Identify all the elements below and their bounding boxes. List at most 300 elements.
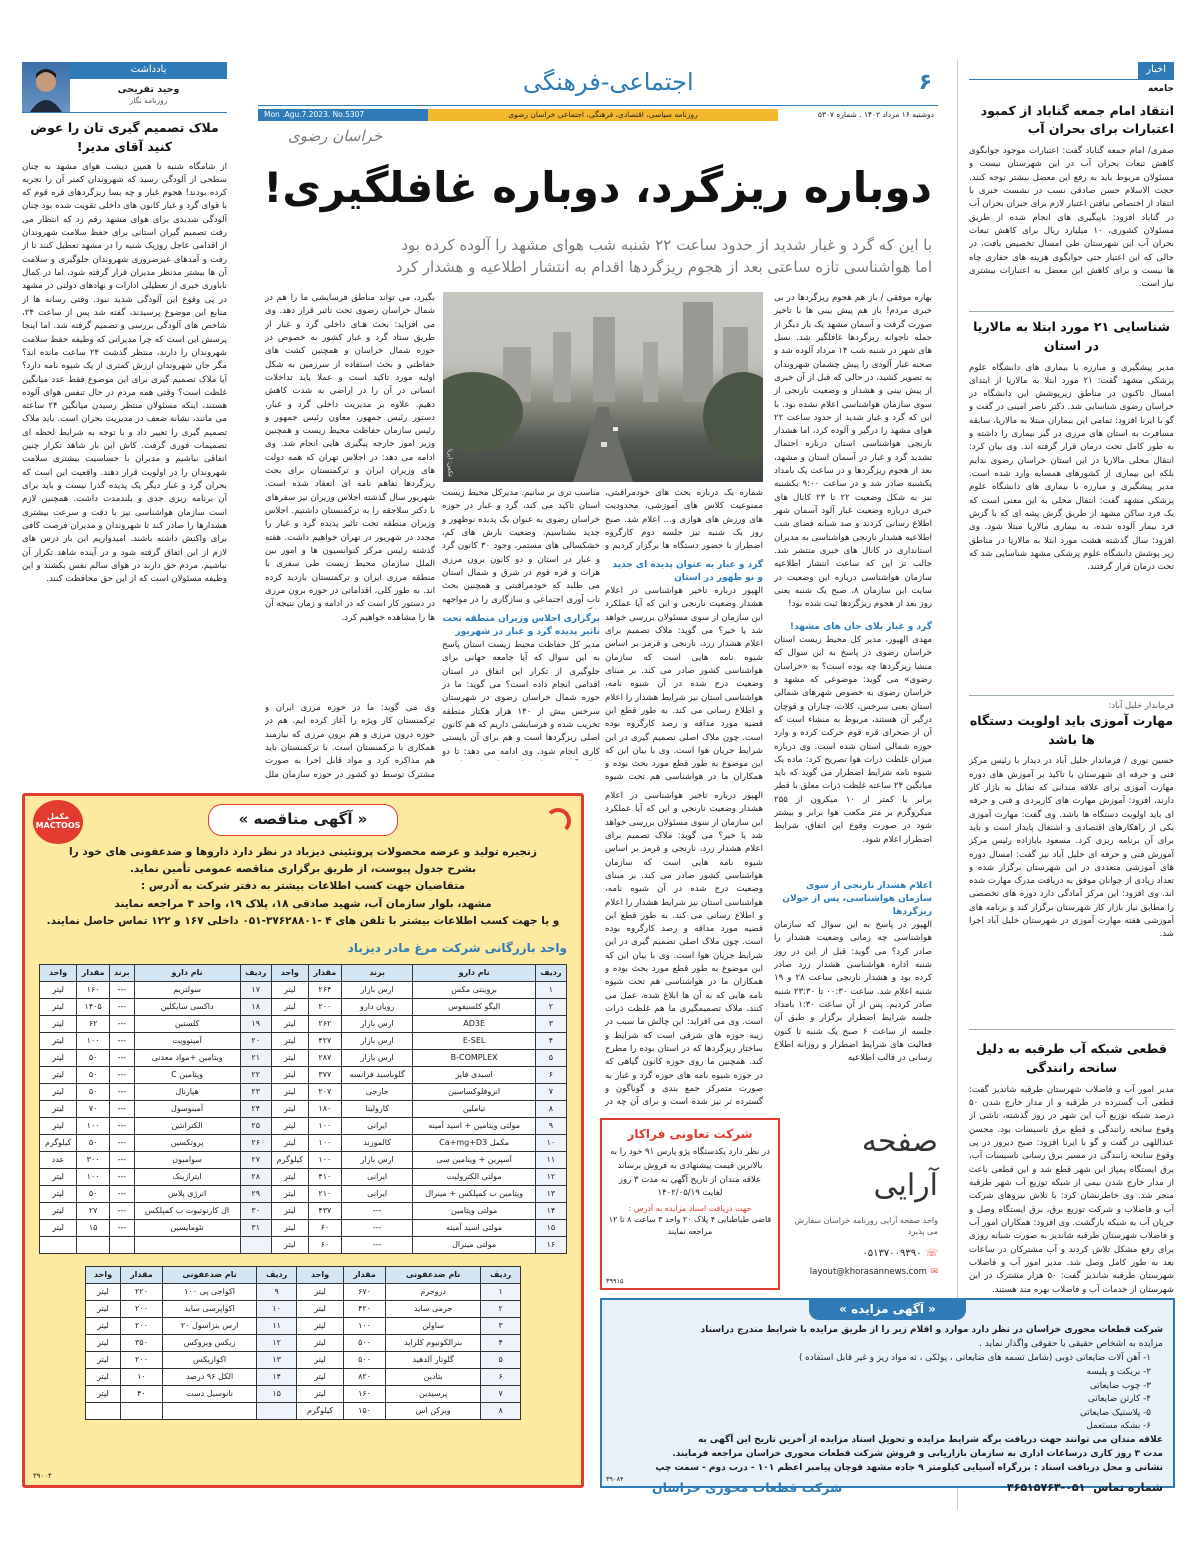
news2-title[interactable]: شناسایی ۲۱ مورد ابتلا به مالاریا در استان <box>973 319 1170 353</box>
medicine-table-cell: ۳۰ <box>240 1202 271 1219</box>
medicine-table-cell: ۱۰۰ <box>77 1032 110 1049</box>
news3-body: حسین نوری / فرماندار خلیل آباد در دیدار با رئیس مرکز فنی و حرفه ای شهرستان با تاکید بر آموزش های دوره مهارت آموزی برای علاقه مندانی که تمایل به بازار کار دارند، افزود: آموزش مهارت های کاربردی و فنی و حرفه ای باید اولویت دستگاه ها باشد. وی گفت: مهارت آموزی یکی از راهکارهای اقتصادی و اشتغال پایدار است و باید برای آن برنامه ریزی کرد. مسعود بابازاده رئیس مرکز آموزش فنی و حرفه ای خلیل آباد نیز گفت: امسال دوره های آموزشی متعددی در این شهرستان برگزار شده و تعداد زیادی از جوانان موفق به دریافت مدرک مهارت شده اند. وی افزود: این مرکز آمادگی دارد دوره های تخصصی را مطابق نیاز بازار کار شهرستان برگزار کند و برنامه های آموزشی هفته مهارت آموزی در شهرستان خلیل آباد اجرا شد. <box>969 756 1174 940</box>
medicine-table-cell: ۱۰ <box>535 1134 566 1151</box>
disinfectant-table-cell: لیتر <box>86 1334 121 1351</box>
medicine-table-cell: لیتر <box>271 998 308 1015</box>
medicine-table-cell: ۱۰۰ <box>77 1168 110 1185</box>
medicine-table-cell: ۷ <box>535 1083 566 1100</box>
medicine-table-cell: ویتامین +مواد معدنی <box>134 1049 240 1066</box>
disinfectant-table-cell: لیتر <box>86 1300 121 1317</box>
medicine-table-header: واحد <box>271 964 308 981</box>
disinfectant-table-cell: زیکس ویروکس <box>162 1334 256 1351</box>
medicine-table-header: واحد <box>40 964 77 981</box>
disinfectant-table <box>85 1266 521 1420</box>
disinfectant-table-cell: اکواپرسی ساید <box>162 1300 256 1317</box>
medicine-table-cell <box>110 1236 135 1253</box>
medicine-table-cell: ۹ <box>535 1117 566 1134</box>
medicine-table-cell: ۴۲۷ <box>308 1032 341 1049</box>
story-col-2 <box>605 487 763 787</box>
story-col2-text: شماره یک درباره بحث های خودمراقبتی، ممنوعیت کلاس های آموزشی، محدودیت های ورزش های هوازی و... اعلام شد. صبح روز یک شنبه نیز جلسه دوم کارگروه اضطرار با حضور دستگاه ها برگزار کردیم و <box>605 488 763 552</box>
medicine-table-cell: ۳ <box>535 1015 566 1032</box>
medicine-table-cell: رویان دارو <box>341 998 413 1015</box>
tender-ad <box>22 793 584 1488</box>
medicine-table-cell: ویتامین ب کمپلکس + مینرال <box>413 1185 535 1202</box>
medicine-table-cell: ۱۷ <box>240 981 271 998</box>
disinfectant-table-cell: ۷ <box>481 1385 521 1402</box>
medicine-table-cell: --- <box>341 1219 413 1236</box>
medicine-table-cell: تیاملین <box>413 1100 535 1117</box>
lead-line-2: اما هواشناسی تازه ساعتی بعد از هجوم ریزگردها اقدام به انتشار اطلاعیه و هشدار کرد <box>395 257 932 276</box>
medicine-table-cell: لیتر <box>271 1219 308 1236</box>
auction-ad <box>600 1298 1175 1495</box>
disinfectant-table-header: ردیف <box>481 1266 521 1283</box>
disinfectant-table-cell: ۵۰۰ <box>344 1334 386 1351</box>
medicine-table-row <box>40 1049 567 1066</box>
medicine-table-cell: ۲ <box>535 998 566 1015</box>
medicine-table-cell: لیتر <box>40 1185 77 1202</box>
story-col1c-text: الهپور در پاسخ به این سوال که سازمان هواشناسی چه زمانی وضعیت هشدار را صادر کرد؟ می گوید: قبل از این در روز شنبه اداره هواشناسی هشدار زرد صادر کرده بود و هشدار نارنجی ساعت ۲۸ و ۱۹ شنبه اعلام شد. ساعت ۰۰:۳۰ تا ۲۳:۳۰ شنبه صادر کردیم. پس از آن ساعت ۱:۳۰ بامداد جلسه شرایط اضطرار برگزار و طبق آن جلسه از ساعت ۶ صبح یک شنبه تا کنون فعالیت های شرایط اضطرار و روزانه اطلاع رسانی در قالب اطلاعیه <box>774 920 932 1064</box>
disinfectant-table-cell: ۱۵ <box>257 1385 297 1402</box>
medicine-table-cell: ۶۰ <box>308 1236 341 1253</box>
disinfectant-table-row <box>86 1402 521 1419</box>
medicine-table-cell <box>240 1236 271 1253</box>
editorial-column <box>22 62 227 777</box>
disinfectant-table-cell: ۱۰۰ <box>344 1317 386 1334</box>
story-col-1 <box>774 292 932 845</box>
medicine-table-cell: پروتکسین <box>134 1134 240 1151</box>
disinfectant-table-row <box>86 1334 521 1351</box>
medicine-table-cell: لیتر <box>271 981 308 998</box>
medicine-table-cell: لیتر <box>271 1049 308 1066</box>
medicine-table-cell: لیتر <box>271 1100 308 1117</box>
news-tag: اخبار <box>1138 62 1174 79</box>
medicine-table-cell: ۶۲ <box>77 1015 110 1032</box>
medicine-table-cell: ۱۰۰ <box>308 1151 341 1168</box>
disinfectant-table-cell: ۴۲۰ <box>344 1300 386 1317</box>
auction-footer-2: مدت ۳ روز کاری درساعات اداری به سازمان بازاریابی و فروش شرکت قطعات محوری خراسان مراجعه فرمایند. <box>672 1448 1163 1459</box>
medicine-table-cell: لیتر <box>40 998 77 1015</box>
disinfectant-table-cell: ۱۱ <box>257 1317 297 1334</box>
medicine-table-cell: کلستین <box>134 1015 240 1032</box>
medicine-table-cell: مولتی الکترولیت <box>413 1168 535 1185</box>
medicine-table-cell: بروینتی مکس <box>413 981 535 998</box>
medicine-table-header: نام دارو <box>134 964 240 981</box>
issue-date-en: Mon .Agu.7.2023. No.5307 <box>258 109 428 122</box>
medicine-table-cell: --- <box>110 1100 135 1117</box>
medicine-table-cell: خارجی <box>341 1083 413 1100</box>
medicine-table-cell: ارس بازار <box>341 981 413 998</box>
medicine-table-row <box>40 1134 567 1151</box>
medicine-table-cell: ۳۷۷ <box>308 1066 341 1083</box>
auction-code: ۳۹۰۸۴ <box>606 1474 624 1483</box>
medicine-table-cell: اسیدی فایر <box>413 1066 535 1083</box>
page-header <box>258 60 938 155</box>
medicine-table-row <box>40 998 567 1015</box>
medicine-table-cell: آمینوسول <box>134 1100 240 1117</box>
story-col-2-lower <box>605 790 763 1110</box>
medicine-table-cell: ۲۶۴ <box>308 981 341 998</box>
medicine-table-cell: آمینوویت <box>134 1032 240 1049</box>
medicine-table-row <box>40 1066 567 1083</box>
medicine-table-cell: --- <box>110 1202 135 1219</box>
medicine-table-cell: ۱ <box>535 981 566 998</box>
story-col-4 <box>265 292 435 787</box>
disinfectant-table-cell: ۴۰ <box>120 1385 162 1402</box>
disinfectant-table-cell: ۸ <box>481 1402 521 1419</box>
disinfectant-table-cell: ۸۲۰ <box>344 1368 386 1385</box>
medicine-table-cell: ۷۰ <box>77 1100 110 1117</box>
tender-code: ۳۹۰۰۴ <box>33 1471 52 1480</box>
disinfectant-table-cell: ۲۰۰ <box>120 1317 162 1334</box>
medicine-table-header: مقدار <box>77 964 110 981</box>
medicine-table-cell: ۵۰ <box>77 1185 110 1202</box>
disinfectant-table-cell: ۳ <box>481 1317 521 1334</box>
medicine-table-cell: E-SEL <box>413 1032 535 1049</box>
disinfectant-table-cell: لیتر <box>86 1283 121 1300</box>
medicine-table-cell: ۲۰۰ <box>308 998 341 1015</box>
auction-intro-2: مزایده به اشخاص حقیقی یا حقوقی واگذار نماید . <box>979 1339 1163 1350</box>
disinfectant-table-cell: لیتر <box>296 1300 343 1317</box>
medicine-table-cell: ۱۲ <box>535 1168 566 1185</box>
disinfectant-table-cell: ۲ <box>481 1300 521 1317</box>
news4-body: مدیر امور آب و فاضلاب شهرستان طرقبه شاندیز گفت: قطعی آب گسترده در طرقبه و از مدار خارج شدن ۵۰ درصد شبکه توزیع آب این شهر در روز گذشته، ناشی از وقوع سانحه رانندگی و قطع برق تاسیسات بود. محسن عبداللهی در گفت و گو با ایرنا افزود: صبح دیروز در پی وقوع سانحه رانندگی در مسیر برق رسانی تاسیسات آب، برق ایستگاه پمپاژ این شهر قطع شد و این قطعی باعث از مدار خارج شدن نیمی از شبکه توزیع آب شهر طرقبه منجر شد. وی خاطرنشان کرد: با تلاش نیروهای شرکت آب و فاضلاب و شرکت توزیع برق، برق ایستگاه وصل و جریان آب به شبکه بازگشت. وی افزود: همکاران امور آب و فاضلاب شهرستان طرقبه شاندیز به صورت شبانه روزی برای رفع مشکل تلاش کردند و آب مشترکان در ساعات بعد به طور کامل وصل شد. مدیر امور آب و فاضلاب شهرستان طرقبه شاندیز گفت: ۵۰ هزار مشترک در این شهرستان از خدمات آب و فاضلاب بهره مند هستند. <box>969 1084 1174 1295</box>
disinfectant-table-cell: ۶ <box>481 1368 521 1385</box>
medicine-table-cell: لیتر <box>271 1134 308 1151</box>
layout-ad <box>790 1120 938 1285</box>
main-headline[interactable]: دوباره ریزگرد، دوباره غافلگیری! <box>263 163 932 212</box>
disinfectant-table-header: واحد <box>86 1266 121 1283</box>
medicine-table-cell: ۵۰ <box>77 1066 110 1083</box>
news1-body: صفری/ امام جمعه گناباد گفت: اعتبارات موجود جوابگوی کاهش تبعات بحران آب در این شهرستان نیست و مسئولان مربوط باید به رفع این معضل بیشتر توجه کنند. حجت الاسلام حسن صادقی نسب در نشست خبری با انتقاد از اختصاص نیافتن اعتبار لازم برای جبران بحران آب در گناباد افزود: باپیگیری های انجام شده از طریق مسئولان کشوری، ۱۰ میلیارد ریال برای کاهش تبعات بحران آب این شهرستان طی امسال تخصیص یافت، در حالی که این اعتبار حتی جوابگوی هزینه های حفاری چاه ها نیست و برای کاهش این معضل به اعتبارات بیشتری نیاز است. <box>969 146 1174 290</box>
auction-item: ۴- کارتن ضایعاتی <box>1087 1394 1151 1405</box>
medicine-table-cell: لیتر <box>271 1066 308 1083</box>
medicine-table-cell: انرژی پلاس <box>134 1185 240 1202</box>
medicine-table-cell: لیتر <box>271 1236 308 1253</box>
tender-line-4: مشهد، بلوار سازمان آب، شهید صادقی ۱۸، پلاک ۱۹، واحد ۳ مراجعه نمایند <box>114 897 492 910</box>
medicine-table-cell: گلوباسید فرانسه <box>341 1066 413 1083</box>
story-subhead-1: گرد و غبار بلای جان های مشهد! <box>789 622 932 632</box>
tender-line-5: و یا جهت کسب اطلاعات بیشتر با تلفن های ۴ -۳۷۶۲۸۸۰۱-۰۵۱ داخلی ۱۶۷ و ۱۲۲ تماس حاصل نمایند. <box>46 915 560 927</box>
main-lead <box>262 235 932 279</box>
medicine-table-cell: کالموزند <box>341 1134 413 1151</box>
coop-title: شرکت تعاونی فراکار <box>627 1127 753 1141</box>
medicine-table-cell: ۴۳۷ <box>308 1202 341 1219</box>
disinfectant-table-cell: الکل ۹۶ درصد <box>162 1368 256 1385</box>
editorial-title[interactable]: ملاک تصمیم گیری تان را عوض کنید آقای مدیر! <box>30 120 219 154</box>
auction-item: ۶- بشکه مستعمل <box>1086 1421 1151 1432</box>
medicine-table-cell: --- <box>110 1117 135 1134</box>
disinfectant-table-cell: کیلوگرم <box>296 1402 343 1419</box>
medicine-table-cell: ارس بازار <box>341 1032 413 1049</box>
medicine-table-cell: آسپرین + ویتامین سی <box>413 1151 535 1168</box>
medicine-table-cell: ۶۰ <box>308 1219 341 1236</box>
disinfectant-table-header: واحد <box>296 1266 343 1283</box>
medicine-table-cell: لیتر <box>271 1015 308 1032</box>
medicine-table-cell: لیتر <box>271 1168 308 1185</box>
disinfectant-table-cell: لیتر <box>296 1351 343 1368</box>
medicine-table-cell: ۲۶ <box>240 1134 271 1151</box>
medicine-table-cell: لیتر <box>271 1202 308 1219</box>
medicine-table-cell: لیتر <box>40 1015 77 1032</box>
disinfectant-table-cell: لیتر <box>86 1385 121 1402</box>
auction-footer-1: علاقه مندان می توانند جهت دریافت برگه شرایط مزایده و تحویل اسناد مزایده از آخرین تاریخ این آگهی به <box>697 1435 1163 1446</box>
disinfectant-table-cell: ۲۰۰ <box>120 1300 162 1317</box>
medicine-table-cell: ۲۶۲ <box>308 1015 341 1032</box>
editorial-role: روزنامه نگار <box>129 96 168 106</box>
story-col-1-lower <box>774 880 932 1130</box>
news1-title[interactable]: انتقاد امام جمعه گناباد از کمبود اعتبارات برای بحران آب <box>980 102 1174 137</box>
disinfectant-table-cell: ۱۵۰ <box>344 1402 386 1419</box>
medicine-table-row <box>40 1100 567 1117</box>
medicine-table-cell: --- <box>110 1168 135 1185</box>
medicine-table-cell: --- <box>341 1236 413 1253</box>
medicine-table-row <box>40 1202 567 1219</box>
medicine-table-cell: --- <box>110 981 135 998</box>
disinfectant-table-cell: لیتر <box>86 1317 121 1334</box>
medicine-table-cell: ارس بازار <box>341 1151 413 1168</box>
medicine-table-cell: ۵۰ <box>77 1083 110 1100</box>
signal-icon <box>545 808 571 834</box>
medicine-table-cell: ۴ <box>535 1032 566 1049</box>
medicine-table-cell: مولتی اسید آمینه <box>413 1219 535 1236</box>
auction-phone[interactable]: ۰۵۱-۳۶۵۱۵۷۶۳ <box>1006 1480 1086 1494</box>
phone-icon: ☏ <box>925 1248 938 1260</box>
auction-item: ۳- چوب ضایعاتی <box>1089 1380 1151 1391</box>
medicine-table-row <box>40 1015 567 1032</box>
coop-address: قاضی طباطبایی ۴ پلاک ۲۰ واحد ۳ ساعت ۸ تا ۱۲ مراجعه نمایند <box>608 1215 772 1237</box>
medicine-table-cell: ۵ <box>535 1049 566 1066</box>
disinfectant-table-cell: بتادین <box>385 1368 480 1385</box>
story-col2-lower-text: الهپور درباره تاخیر هواشناسی در اعلام هشدار وضعیت نارنجی و این که آیا عملکرد این سازمان از سوی مسئولان بررسی خواهد شد یا خیر؟ می گوید: ملاک تصمیم برای اعلام هشدار زرد، نارنجی و قرمز بر اساس شیوه نامه هایی است که سازمان هواشناسی کشور صادر می کند. بر مبنای وضعیت درج شده در آن شیوه نامه، هواشناسی استان نیز شرایط هشدار را اعلام و اطلاع رسانی می کند. به طور قطع این قضیه مورد مداقه و رصد کارگروه بوده است. چون ملاک اصلی تصمیم گیری در این شرایط جریان هوا است. وی با بیان این که این موضوع به طور قطع مورد بحث بوده و همکاران ما در هواشناسی هم تحت شیوه نامه هایی که به آن ها ابلاغ شده، عمل می کنند، ملاک تصمیمگیری ما هم غلظت ذرات است. وی می افزاید: این چالش ما سبب در زیبه حوزه های شرقی است که شرایط و ساختار ریزگردها که در استان بوده را مطرح کند. همچنین ما روی حوزه کانون گیاهی که در حوزه شیوه نامه های حوزه گرد و غبار به صورت متمرکز جمع بندی و گوناگون و گسترده تر نیز شده است و برای آن چه در <box>605 791 763 1108</box>
disinfectant-table-row <box>86 1368 521 1385</box>
medicine-table-cell: ۱۹ <box>240 1015 271 1032</box>
story-col-3 <box>442 487 600 787</box>
story-col4b-text: وی می گوید: ما در حوزه مرزی ایران و ترکمنستان کار ویژه را آغاز کرده ایم. هم در حوزه درون مرزی و هم برون مرزی که نیازمند همکاری با ترکمنستان است. با ترکمنستان باید هم مذاکره کرد و مواد قابل اجرا به صورت مشترک توسط دو کشور در حوزه سازمان ملل <box>265 703 435 780</box>
story-col3-text: مناسب تری بر سانیم. مدیرکل محیط زیست استان تاکید می کند، گرد و غبار در حوزه خراسان رضوی به عنوان یک پدیده نوظهور و جدید بشناسیم. وضعیت بارش های کم، خشکسالی های مستمر، وجود ۳۰ کانون گرد و غبار در استان و دو کانون برون مرزی هرات و قره قوم در شرق و شمال استان می طلبد که خودمراقبتی و همچنین بحث تاب آوری اجتماعی و سازگاری را در مواجهه <box>442 488 600 605</box>
disinfectant-table-cell: جرمی ساید <box>385 1300 480 1317</box>
medicine-table-cell: داکسی سایکلین <box>134 998 240 1015</box>
medicine-table-cell: لیتر <box>271 1117 308 1134</box>
editorial-body: از شامگاه شنبه تا همین دیشب هوای مشهد به چنان سطحی از آلودگی رسید که شهروندان کمتر آن را تجربه کرده بودند! هجوم غبار و چه بسا ریزگردهای قره قوم که با قوای گرد و غبار کانون های داخلی تقویت شده بود چنان آلودگی شدیدی برای هوای مشهد رقم زد که انتظار می رفت تصمیم گیران استانی برای حفظ سلامت شهروندان از اقدامی عاجل روزیک شنبه را در مشهد تعطیل کنند تا از رفت و آمدهای غیرضروری شهروندان جلوگیری و سلامت آن ها بیشتر مدنظر مدیران قرار گرفته شود، اما در کمال ناباوری خبری از تعطیلی ادارات و نهادهای دولتی در مشهد در پی وقوع این آلودگی شدید نبود. وقتی رسانه ها از منابع این موضوع پرسیدند، گفته شد پس از ساعت ۲۴، شاخص های آلودگی بررسی و تصمیم گرفته شد. اما اینجا پرسش این است که چرا مدیرانی که وظیفه حفظ سلامت شهروندان را دارند، منتظر گذشت ۲۴ ساعت مانده اند؟ مگر جان شهروندان ارزش کمتری از یک شیوه نامه دارد؟ آیا ملاک تصمیم گیری برای این موضوع فقط عدد میانگین غلظت است؟ وقتی همه مردم در حال تنفس هوای آلوده هستند، اینکه مسئولان منتظر رسیدن میانگین ۲۴ ساعته می مانند، نشانه ضعف در مدیریت بحران است. باید ملاک تصمیم گیری را تغییر داد و با توجه به شرایط لحظه ای تصمیمات فوری گرفت. کاش این بار شاهد تکرار چنین اتفاقی نباشیم و مدیران با حساسیت بیشتری سلامت شهروندان را در اولویت قرار دهند. واقعیت این است که بحران گرد و غبار دیگر یک پدیده گذرا نیست و باید برای آن برنامه ریزی جدی و بلندمدت داشت. همچنین لازم است سازمان هواشناسی نیز با دقت و سرعت بیشتری هشدارها را صادر کند تا شهروندان و مدیران فرصت کافی برای واکنش داشته باشند. امیدواریم این بار درس های لازم از این اتفاق گرفته شود و در آینده شاهد تکرار آن نباشیم. مردم حق دارند در هوای سالم نفس بکشند و این وظیفه مسئولان است که از این حق محافظت کنند. <box>22 161 227 585</box>
disinfectant-table-cell: اکوازیکس <box>162 1351 256 1368</box>
disinfectant-table-header: ردیف <box>257 1266 297 1283</box>
medicine-table-cell: مولتی ویتامین + اسید آمینه <box>413 1117 535 1134</box>
disinfectant-table-row <box>86 1283 521 1300</box>
coop-code: ۳۹۹۱۵ <box>606 1276 624 1285</box>
medicine-table-cell: --- <box>110 1015 135 1032</box>
lead-line-1: با این که گرد و غبار شدید از حدود ساعت ۲۲ شنبه شب هوای مشهد را آلوده کرده بود <box>401 236 932 254</box>
disinfectant-table-header: مقدار <box>120 1266 162 1283</box>
disinfectant-table-header: نام ضدعفونی <box>385 1266 480 1283</box>
medicine-table-cell: ۲۰ <box>240 1032 271 1049</box>
medicine-table-cell: --- <box>110 1134 135 1151</box>
medicine-table-cell <box>134 1236 240 1253</box>
medicine-table-cell: سولتریم <box>134 981 240 998</box>
disinfectant-table-cell: دزوجرم <box>385 1283 480 1300</box>
auction-item: ۱- آهن آلات ضایعاتی ذوبی (شامل تسمه های ضایعاتی ، پولکی ، ته مواد ریز و غیر قابل استفاده ) <box>798 1353 1151 1364</box>
medicine-table-cell: ال کارنوتیوت ب کمپلکس <box>134 1202 240 1219</box>
medicine-table-cell: لیتر <box>271 1083 308 1100</box>
medicine-table-cell: ۲۲ <box>240 1066 271 1083</box>
medicine-table-cell: ۴۱۰ <box>308 1168 341 1185</box>
medicine-table-row <box>40 1236 567 1253</box>
medicine-table-cell: مکمل Ca+mg+D3 <box>413 1134 535 1151</box>
story-col4-text: بگیرد، می تواند مناطق فرسایشی ما را هم در شمال خراسان رضوی تحت تاثیر قرار دهد. وی می افزاید: بحث هـای داخلی گرد و غبار از طریق ستاد گرد و غبار کشور به خصوص در حوزه شمال خراسان و همچنین کشت های حفاظتی و بحث استفاده از سرزمین به شکل اولیه مورد تاکید است و عملا باید تداخلات انسانی در آن را در اراضی به شدت کاهش دهیم. علاوه بر مدیریت داخلی گرد و غبار، دستور رئیس جمهور، معاون رئیس جمهور و رئیس سازمان حفاظت محیط زیست و همچنین وزیر امور خارجه پیگیری هایی انجام شد. وی ادامه می دهد: در اجلاس تهران که همه دولت های وزیران ایران و ترکمنستان برای بحث ریزگردها تفاهم نامه ای انعقاد شده است. شهریور سال گذشته اجلاس وزیران نیز سفرهای با دکتر سلاجقه را به ترکمنستان داشتیم. اجلاس وزیران منطقه تحت تاثیر پدیده گرد و غبار را مجدد در شهریور در تهران خواهیم داشت. هفته گذشته رئیس مرکز کنوانسیون ها و امور بین الملل سازمان محیط زیست طی سفری با منطقه مرزی ایران و ترکمنستان بازدید کرده اند. به طور کلی، اقداماتی در حوزه برون مرزی در دستور کار است که در ادامه و زمان نتیجه آن ها را مشاهده خواهیم کرد. <box>265 293 435 623</box>
medicine-table-cell <box>40 1236 77 1253</box>
disinfectant-table-cell <box>162 1402 256 1419</box>
disinfectant-table-cell: لیتر <box>296 1385 343 1402</box>
medicine-table-header: برند <box>341 964 413 981</box>
medicine-table-cell: --- <box>110 1066 135 1083</box>
medicine-table-cell: ۲۰۷ <box>308 1083 341 1100</box>
medicine-table-cell: لیتر <box>40 1202 77 1219</box>
layout-desc: واحد صفحه آرایی روزنامه خراسان سفارش می پذیرد <box>794 1216 938 1237</box>
disinfectant-table-cell: ۱۳ <box>257 1351 297 1368</box>
page-number: ۶ <box>918 69 932 95</box>
medicine-table-header: برند <box>110 964 135 981</box>
medicine-table-cell: لیتر <box>40 981 77 998</box>
medicine-table-row <box>40 1151 567 1168</box>
story-subhead-2: اعلام هشدار نارنجی از سوی سازمان هواشناسی، پس از جولان ریزگردها <box>782 881 932 918</box>
medicine-table-cell: لیتر <box>40 1083 77 1100</box>
disinfectant-table-row <box>86 1385 521 1402</box>
medicine-table-cell: ایرانی <box>341 1168 413 1185</box>
disinfectant-table-row <box>86 1300 521 1317</box>
medicine-table-cell: ایرانی <box>341 1117 413 1134</box>
author-avatar <box>22 62 70 112</box>
medicine-table-cell: کیلوگرم <box>40 1134 77 1151</box>
tender-line-2: بشرح جدول پیوست، از طریق برگزاری مناقصه عمومی تأمین نماید. <box>129 863 477 876</box>
story-subhead-3: گرد و غبار به عنوان پدیده ای جدید و نو ظهور در استان <box>612 560 763 584</box>
medicine-table-cell: ۲۵ <box>240 1117 271 1134</box>
medicine-table-cell: لیتر <box>271 1185 308 1202</box>
disinfectant-table-cell: ویرکن اس <box>385 1402 480 1419</box>
medicine-table-cell: ۲۱۰ <box>308 1185 341 1202</box>
medicine-table-cell: ۶ <box>535 1066 566 1083</box>
auction-title: « آگهی مزایده » <box>809 1299 966 1320</box>
disinfectant-table-cell: ۲۲۰ <box>120 1283 162 1300</box>
disinfectant-table-cell: لیتر <box>86 1351 121 1368</box>
auction-item: ۲- بریکت و پلیسه <box>1086 1366 1151 1377</box>
section-label: جامعه <box>1148 83 1174 94</box>
mactoos-logo <box>33 800 83 844</box>
medicine-table-cell: --- <box>110 998 135 1015</box>
medicine-table-cell: ۲۴ <box>240 1100 271 1117</box>
medicine-table-cell: انروفلوکساسین <box>413 1083 535 1100</box>
disinfectant-table-cell: ۱۴ <box>257 1368 297 1385</box>
dust-city-photo <box>443 292 763 482</box>
medicine-table-cell: ۱۰۰ <box>308 1117 341 1134</box>
medicine-table-header: ردیف <box>535 964 566 981</box>
news3-kicker: فرماندار خلیل آباد: <box>1108 700 1174 711</box>
photo-credit: عکس: ایرنا <box>446 449 454 478</box>
medicine-table-cell: لیتر <box>40 1066 77 1083</box>
disinfectant-table-cell: ۱۶۰ <box>344 1385 386 1402</box>
medicine-table-cell: لیتر <box>40 1168 77 1185</box>
auction-address: نشانی و محل دریافت اسناد : بزرگراه آسیایی کیلومتر ۹ جاده مشهد قوچان پیامبر اعظم ۱۰۱ - درب دوم - سمت چپ <box>655 1462 1163 1473</box>
disinfectant-table-cell: پرسیدین <box>385 1385 480 1402</box>
medicine-table-cell: لیتر <box>40 1117 77 1134</box>
medicine-table-row <box>40 1032 567 1049</box>
disinfectant-table-cell: ارس بنزاسول ۲۰ <box>162 1317 256 1334</box>
medicine-table-cell: الیگو کلسیفوس <box>413 998 535 1015</box>
news3-title[interactable]: مهارت آموزی باید اولویت دستگاه ها باشد <box>969 712 1174 747</box>
layout-phone[interactable]: ۰۵۱۳۷۰۰۹۳۹۰ <box>862 1248 922 1260</box>
disinfectant-table-cell: بنزالکونیوم کلراید <box>385 1334 480 1351</box>
medicine-table-cell: ۲۳ <box>240 1083 271 1100</box>
medicine-table-cell: ایترازینک <box>134 1168 240 1185</box>
medicine-table-cell: لیتر <box>40 1219 77 1236</box>
disinfectant-table-cell: ۱ <box>481 1283 521 1300</box>
medicine-table-cell: ارس بازار <box>341 1015 413 1032</box>
medicine-table-cell: ارس بازار <box>341 1049 413 1066</box>
medicine-table-cell: هپارنال <box>134 1083 240 1100</box>
news2-body: مدیر پیشگیری و مبارزه با بیماری های دانشگاه علوم پزشکی مشهد گفت: ۲۱ مورد ابتلا به مالاریا از ابتدای امسال تاکنون در مناطق زیرپوشش این دانشگاه در خراسان رضوی شناسایی شد. دکتر ناصر امینی در گفت و گو با ایرنا افزود: تمامی این بیماران مبتلا به مالاریا، سابقه مسافرت به استان های مرزی در گیر بیماری را داشته و به طور کامل تحت درمان قرار گرفته اند. وی بیان کرد: انتقال محلی مالاریا در این استان خراسان رضوی ندایم بلکه این بیماری از کشورهای همسایه وارد شده است. مدیر پیشگیری و مبارزه با بیماری های دانشگاه علوم پزشکی مشهد گفت: انتقال محلی به این معنی است که یک فرد ساکن مشهد از طریق گزش پشه ای که با گزش فرد بیمار آلوده شده، به بیماری مالاریا مبتلا شود. وی افزود: سال گذشته هشت مورد ابتلا به مالاریا در مناطق زیر پوشش دانشگاه علوم پزشکی مشهد شناسایی شد که تحت درمان قرار گرفتند. <box>969 362 1174 573</box>
medicine-table-cell: ۱۵ <box>77 1219 110 1236</box>
disinfectant-table-cell: نانوسیل دست <box>162 1385 256 1402</box>
medicine-table-cell: لیتر <box>271 1032 308 1049</box>
layout-email[interactable]: layout@khorasannews.com <box>809 1266 927 1277</box>
disinfectant-table-cell: لیتر <box>296 1334 343 1351</box>
auction-item: ۵- پلاستیک ضایعاتی <box>1079 1407 1151 1418</box>
disinfectant-table-cell <box>86 1402 121 1419</box>
disinfectant-table-header: مقدار <box>344 1266 386 1283</box>
medicine-table-cell: ۳۱ <box>240 1219 271 1236</box>
medicine-table-cell: ویتامین C <box>134 1066 240 1083</box>
medicine-table-cell: کیلوگرم <box>271 1151 308 1168</box>
disinfectant-table-cell: ۹ <box>257 1283 297 1300</box>
medicine-table-cell: ۲۹ <box>240 1185 271 1202</box>
newspaper-logo: خراسان رضوی <box>288 127 383 145</box>
tender-line-3: متقاضیان جهت کسب اطلاعات بیشتر به دفتر شرکت به آدرس : <box>140 880 466 893</box>
medicine-table-cell: ایرانی <box>341 1185 413 1202</box>
medicine-table-cell: سوامیون <box>134 1151 240 1168</box>
disinfectant-table-row <box>86 1317 521 1334</box>
medicine-table-cell: B-COMPLEX <box>413 1049 535 1066</box>
disinfectant-table-cell: ۴ <box>481 1334 521 1351</box>
editorial-tag: یادداشت <box>70 62 227 79</box>
coop-ad <box>600 1118 780 1290</box>
medicine-table-cell: ۱۳ <box>535 1185 566 1202</box>
disinfectant-table-cell <box>257 1402 297 1419</box>
auction-items <box>612 1352 1163 1434</box>
medicine-table-cell: لیتر <box>40 1032 77 1049</box>
medicine-table-cell: --- <box>110 1083 135 1100</box>
disinfectant-table-cell: گلوتار آلدهید <box>385 1351 480 1368</box>
medicine-table-row <box>40 981 567 998</box>
medicine-table-cell: ۲۱ <box>240 1049 271 1066</box>
unit-title: واحد بازرگانی شرکت مرغ مادر دیزباد <box>347 941 567 956</box>
medicine-table <box>39 964 567 1254</box>
medicine-table-cell: الکترانتین <box>134 1117 240 1134</box>
medicine-table-cell <box>77 1236 110 1253</box>
medicine-table-cell: ۵۰ <box>77 1049 110 1066</box>
layout-title: صفحه آرایی <box>861 1124 938 1203</box>
medicine-table-cell: ۸ <box>535 1100 566 1117</box>
disinfectant-table-cell: ۵ <box>481 1351 521 1368</box>
disinfectant-table-cell: اکواجی پی ۱۰۰ <box>162 1283 256 1300</box>
news4-title[interactable]: قطعی شبکه آب طرقبه به دلیل سانحه رانندگی <box>976 1041 1167 1076</box>
medicine-table-row <box>40 1117 567 1134</box>
disinfectant-table-cell: ۵۰۰ <box>344 1351 386 1368</box>
medicine-table-header: نام دارو <box>413 964 535 981</box>
medicine-table-cell: کارولینا <box>341 1100 413 1117</box>
disinfectant-table-row <box>86 1351 521 1368</box>
medicine-table-cell: لیتر <box>40 1049 77 1066</box>
disinfectant-table-cell: ساولن <box>385 1317 480 1334</box>
disinfectant-table-cell: ۱۰ <box>120 1368 162 1385</box>
issue-date: دوشنبه ۱۶ مرداد ۱۴۰۲ . شماره ۵۳۰۷ <box>817 109 934 119</box>
